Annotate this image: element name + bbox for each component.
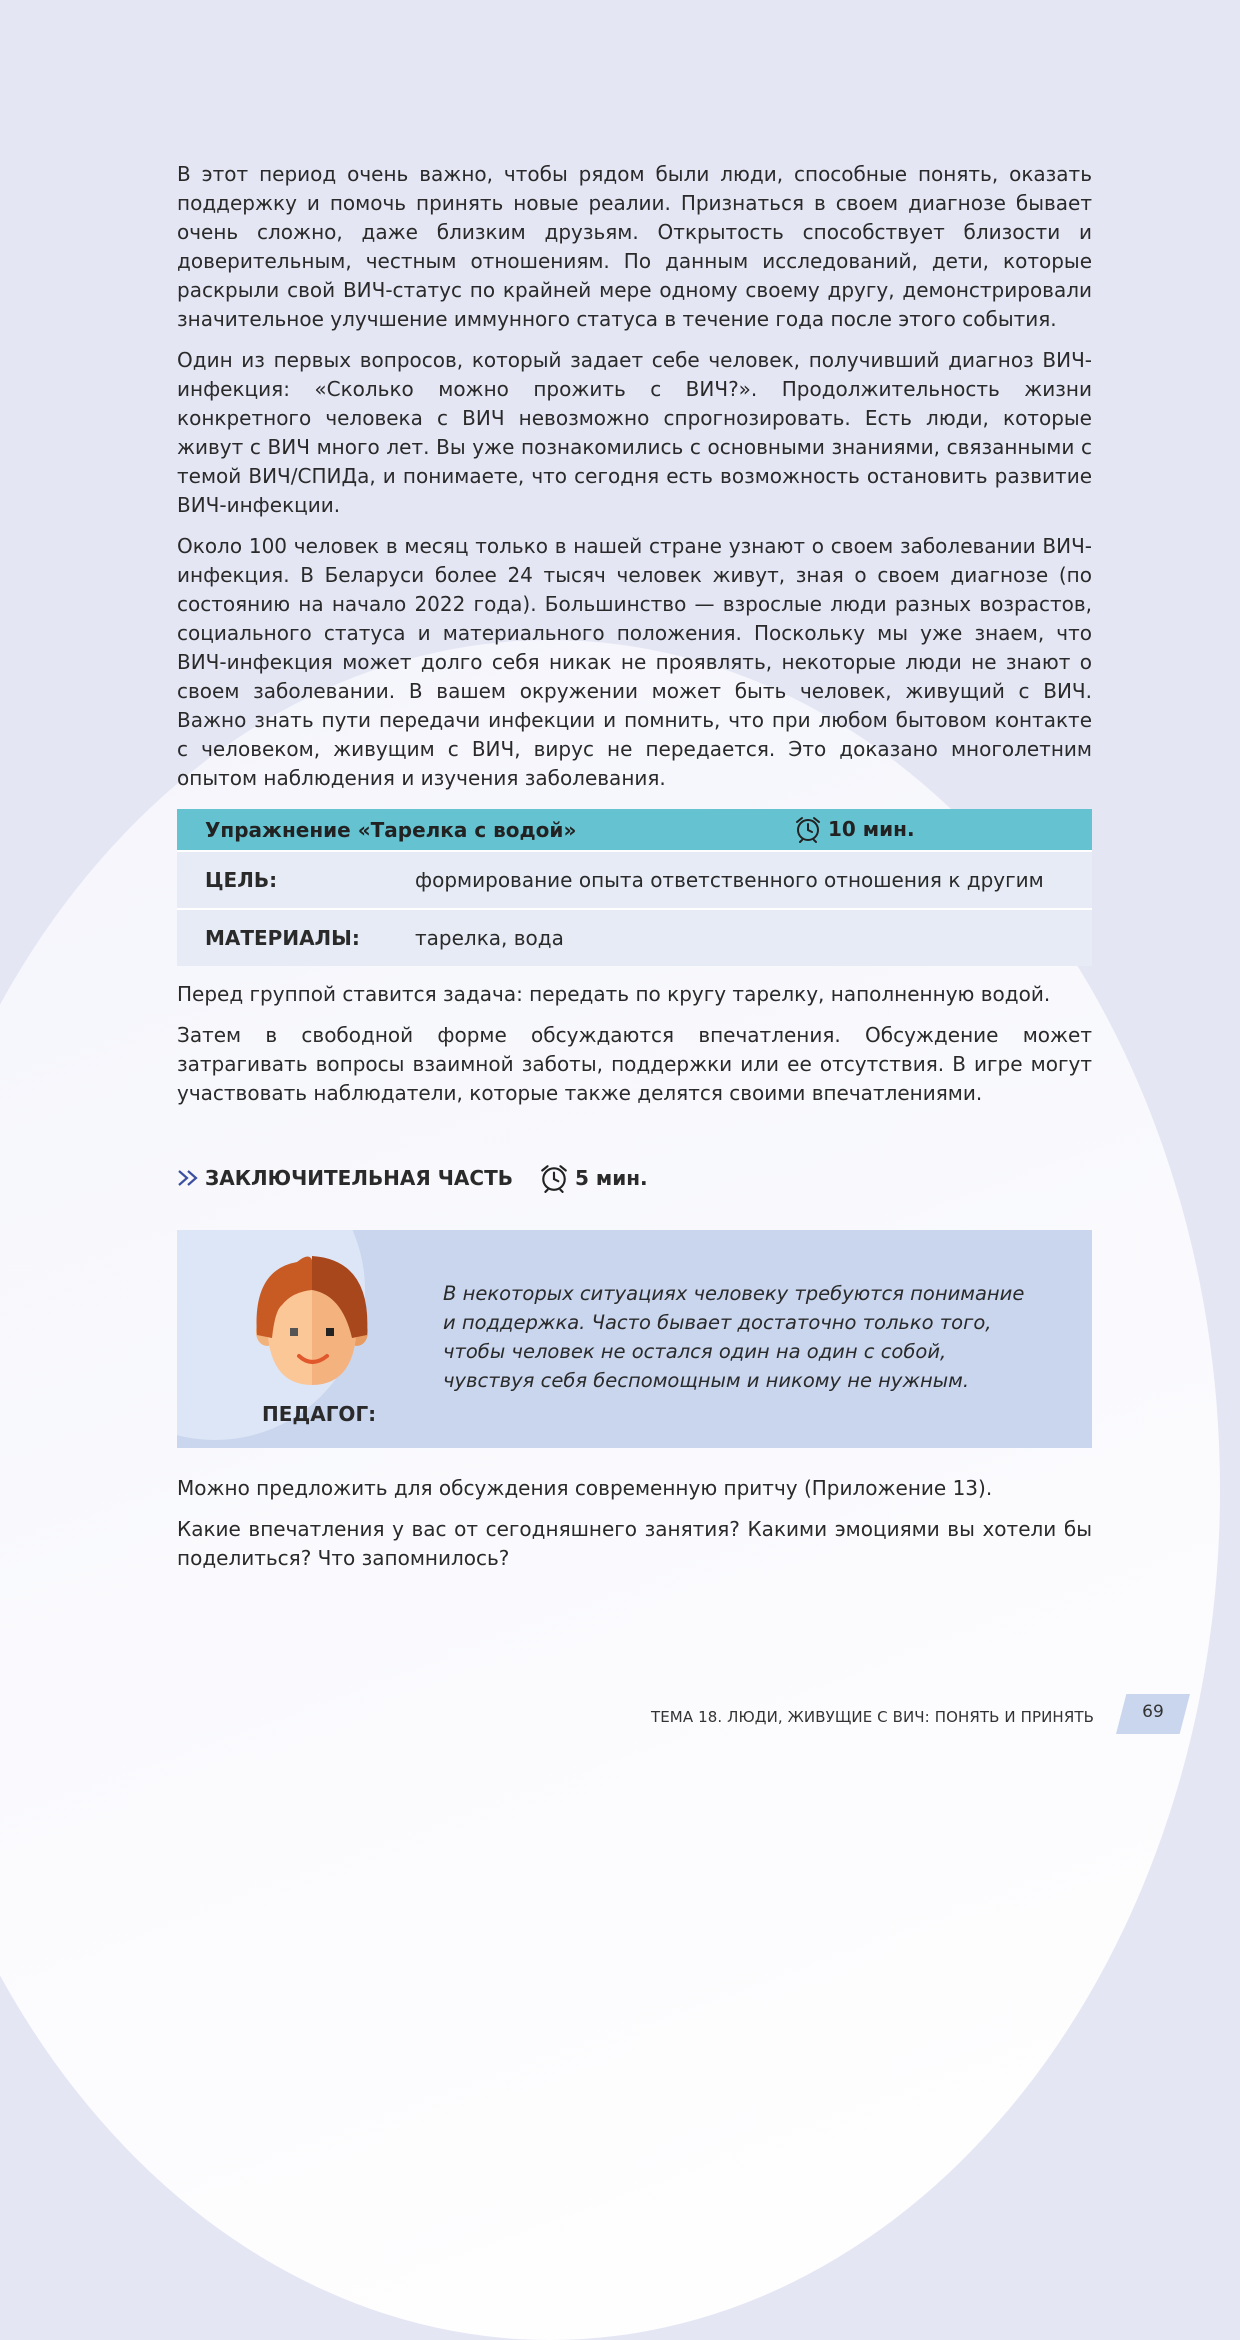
paragraph: Один из первых вопросов, который задает себе человек, получивший диагноз ВИЧ-инфекция: «Сколько можно прожить с ВИЧ?». Продолжительность жизни конкретного человека с ВИЧ невозможно спрогнозировать. Есть люди, которые живут с ВИЧ много лет. Вы уже познакомились с основными знаниями, связанными с темой ВИЧ/СПИДа, и понимаете, что сегодня есть возможность остановить развитие ВИЧ-инфекции.: [177, 348, 1092, 517]
exercise-materials-row: [177, 908, 1092, 966]
exercise-goal-row: [177, 850, 1092, 908]
teacher-label: ПЕДАГОГ:: [262, 1402, 377, 1426]
page-footer: [0, 1694, 1240, 1740]
exercise-time-value: 10 мин.: [828, 817, 915, 841]
alarm-clock-icon: [539, 1163, 569, 1193]
closing-text: [177, 1474, 1092, 1573]
exercise-time: [794, 815, 915, 843]
double-chevron-right-icon: [177, 1168, 205, 1188]
paragraph: В этот период очень важно, чтобы рядом были люди, способные понять, оказать поддержку и помочь принять новые реалии. Признаться в своем диагнозе бывает очень сложно, даже близким друзьям. Открытость способствует близости и доверительным, честным отношениям. По данным исследований, дети, которые раскрыли свой ВИЧ-статус по крайней мере одному своему другу, демонстрировали значительное улучшение иммунного статуса в течение года после этого события.: [177, 162, 1092, 331]
section-title: ЗАКЛЮЧИТЕЛЬНАЯ ЧАСТЬ: [205, 1166, 513, 1190]
quote-line: чувствуя себя беспомощным и никому не нужным.: [443, 1369, 970, 1392]
paragraph: Около 100 человек в месяц только в нашей стране узнают о своем заболевании ВИЧ-инфекция. В Беларуси более 24 тысяч человек живут, зная о своем диагнозе (по состоянию на начало 2022 года). Большинство — взрослые люди разных возрастов, социального статуса и материального положения. Поскольку мы уже знаем, что ВИЧ-инфекция может долго себя никак не проявлять, некоторые люди не знают о своем заболевании. В вашем окружении может быть человек, живущий с ВИЧ. Важно знать пути передачи инфекции и помнить, что при любом бытовом контакте с человеком, живущим с ВИЧ, вирус не передается. Это доказано многолетним опытом наблюдения и изучения заболевания.: [177, 534, 1092, 790]
section-heading: [177, 1162, 1092, 1194]
section-time: 5 мин.: [574, 1166, 648, 1190]
footer-topic: ТЕМА 18. ЛЮДИ, ЖИВУЩИЕ С ВИЧ: ПОНЯТЬ И ПРИНЯТЬ: [650, 1708, 1094, 1726]
materials-label: МАТЕРИАЛЫ:: [205, 926, 360, 950]
materials-value: тарелка, вода: [415, 926, 564, 950]
paragraph: Можно предложить для обсуждения современную притчу (Приложение 13).: [177, 1476, 993, 1500]
teacher-avatar-icon: [247, 1250, 377, 1390]
exercise-title: Упражнение «Тарелка с водой»: [205, 818, 577, 842]
exercise-description: [177, 980, 1092, 1108]
teacher-quote: [443, 1279, 1043, 1395]
goal-value: формирование опыта ответственного отношения к другим: [415, 868, 1044, 892]
paragraph: Какие впечатления у вас от сегодняшнего занятия? Какими эмоциями вы хотели бы поделиться? Что запомнилось?: [177, 1517, 1092, 1570]
page-number: 69: [1142, 1702, 1164, 1722]
paragraph: Перед группой ставится задача: передать по кругу тарелку, наполненную водой.: [177, 982, 1051, 1006]
exercise-header: [177, 809, 1092, 850]
alarm-clock-icon: [794, 815, 822, 843]
quote-line: чтобы человек не остался один на один с собой,: [443, 1340, 947, 1363]
teacher-note: [177, 1230, 1092, 1448]
quote-line: и поддержка. Часто бывает достаточно только того,: [443, 1311, 992, 1334]
exercise-table: [177, 809, 1092, 966]
quote-line: В некоторых ситуациях человеку требуются понимание: [443, 1282, 1025, 1305]
paragraph: Затем в свободной форме обсуждаются впечатления. Обсуждение может затрагивать вопросы взаимной заботы, поддержки или ее отсутствия. В игре могут участвовать наблюдатели, которые также делятся своими впечатлениями.: [177, 1023, 1092, 1105]
goal-label: ЦЕЛЬ:: [205, 868, 278, 892]
page-content: [177, 160, 1092, 1585]
